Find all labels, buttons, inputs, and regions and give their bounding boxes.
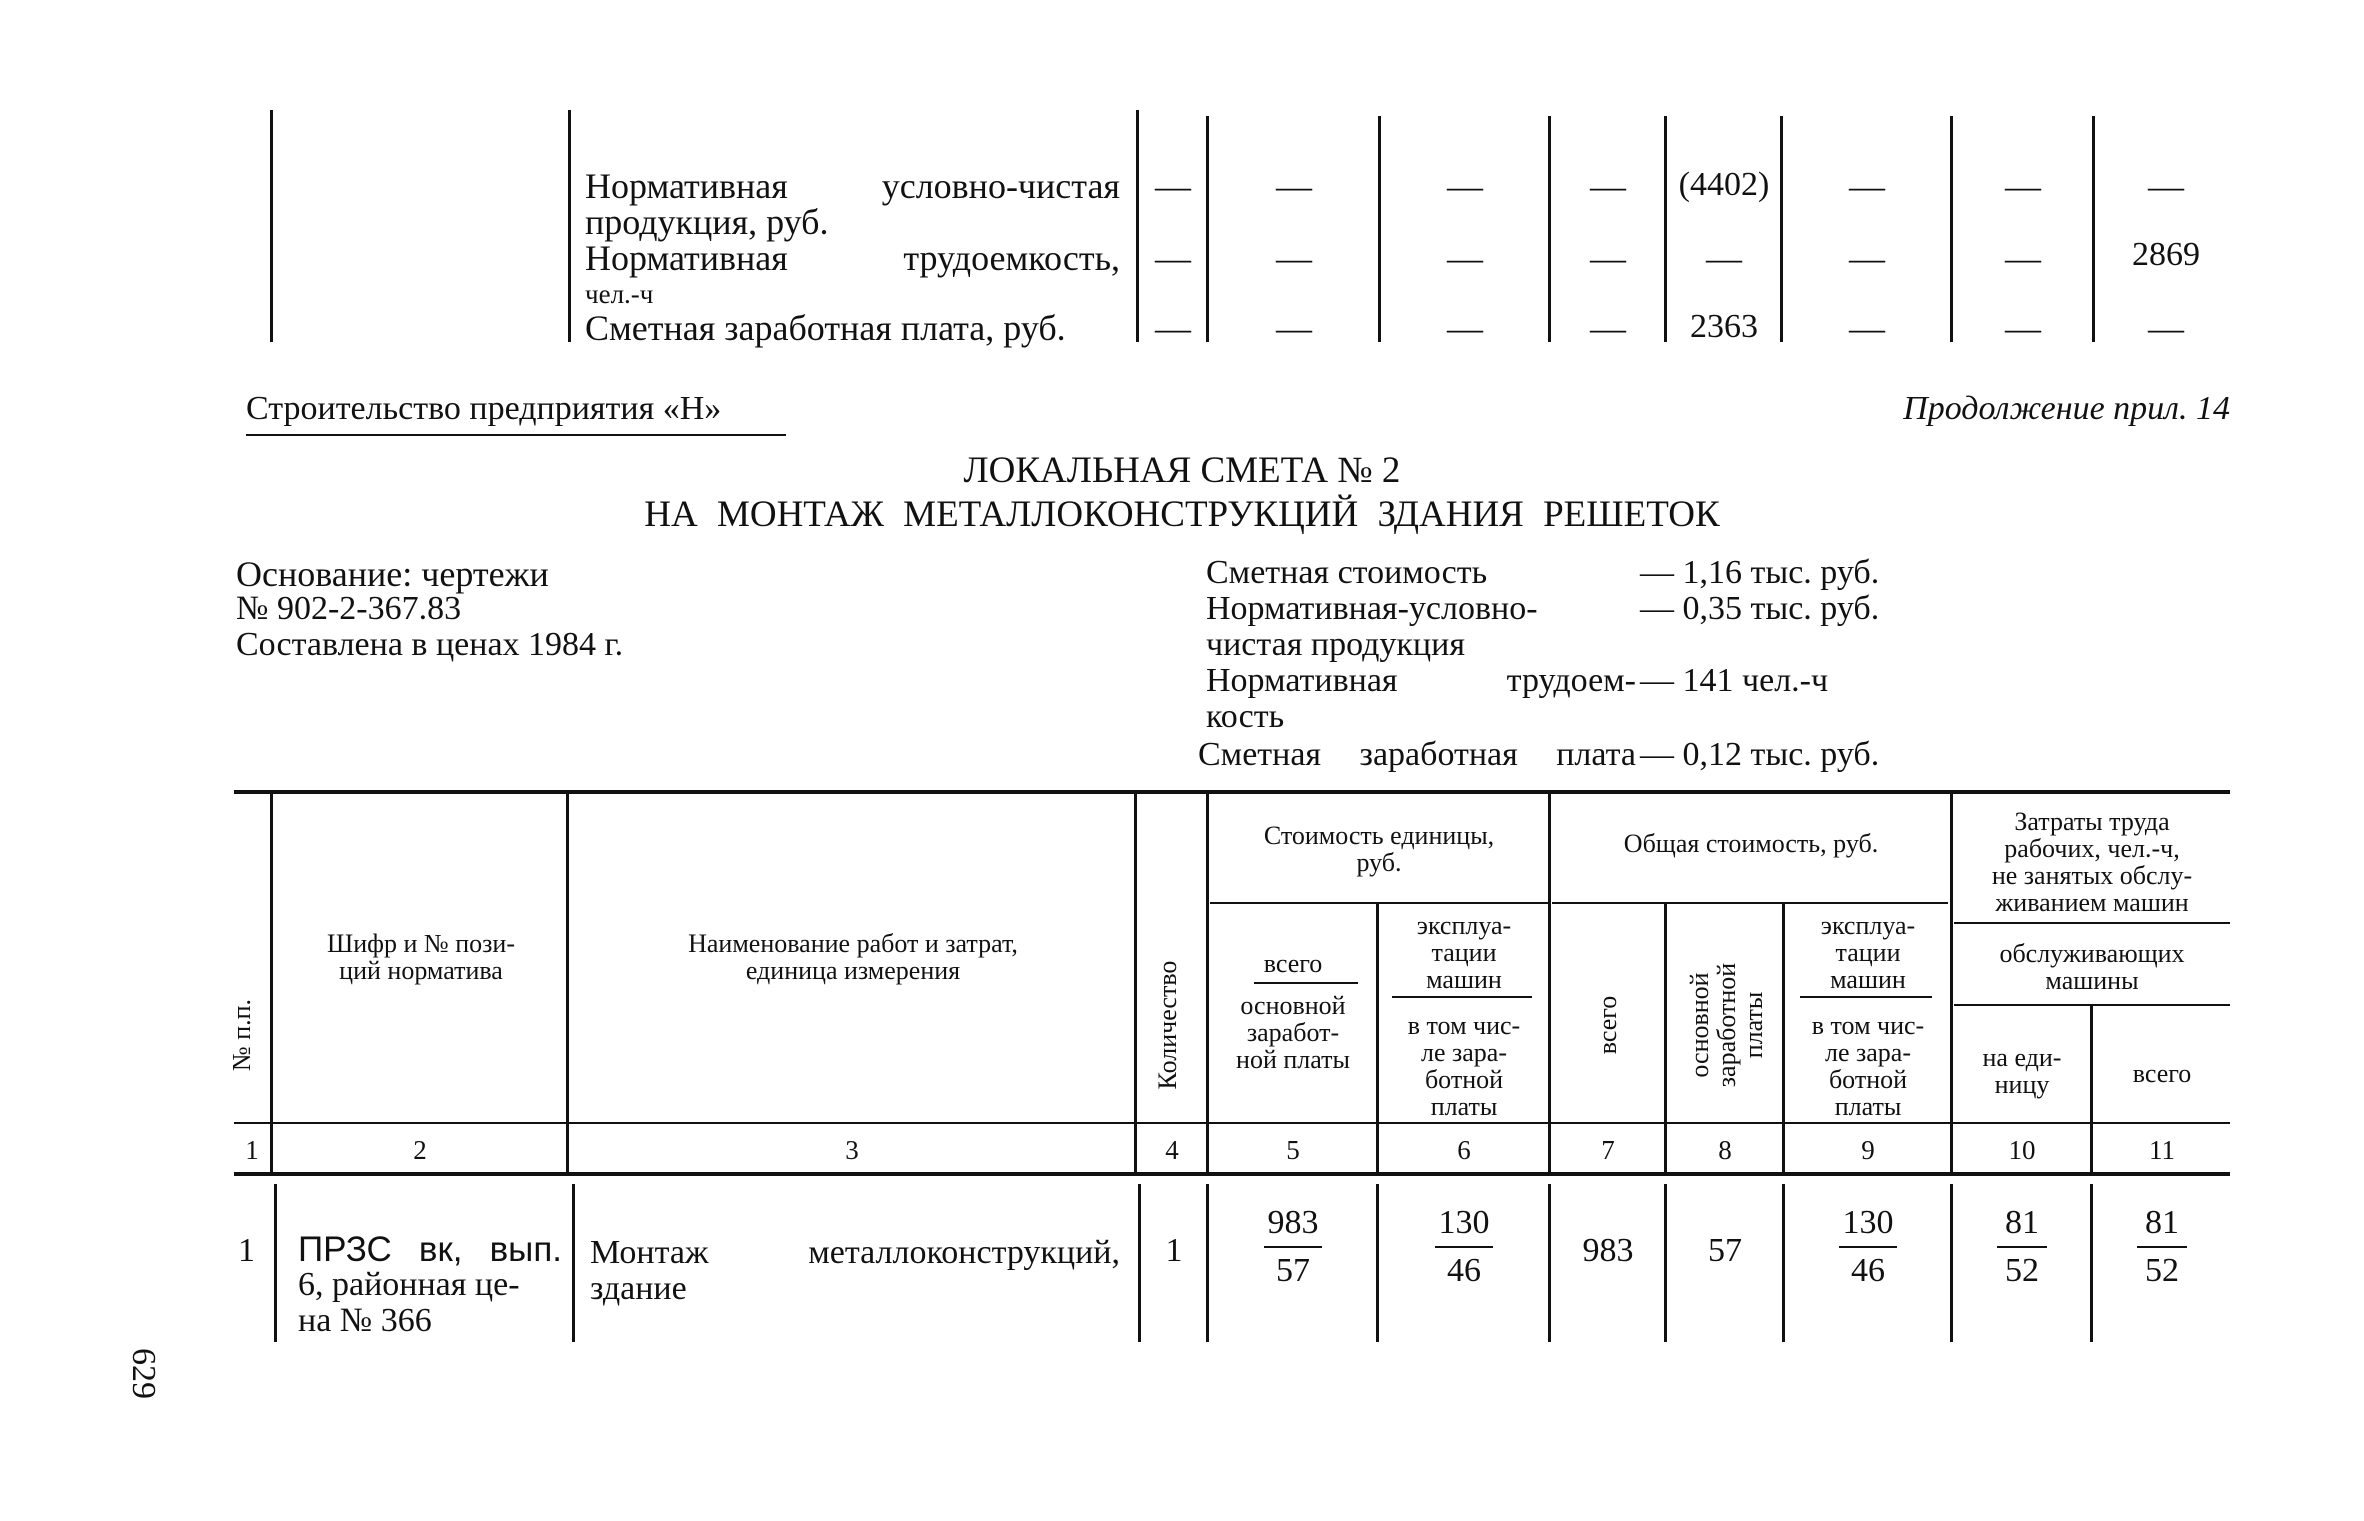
column-number: 11 [2149,1135,2175,1165]
fragment-cell: — [1447,238,1483,278]
row-number: 1 [238,1232,255,1269]
row-total-wages: 57 [1708,1232,1742,1269]
fragment-cell: — [2005,166,2041,206]
header-unit-cost-group: Стоимость единицы, руб. [1263,821,1495,877]
table-line [1782,904,1785,1172]
fragment-cell: — [1590,308,1626,348]
table-line [1782,1184,1785,1342]
fraction-bar [2137,1246,2187,1248]
fragment-cell: — [1849,308,1885,348]
header-quantity: Количество [1153,960,1182,1090]
table-line [1950,1184,1953,1342]
fragment-cell: — [1849,166,1885,206]
fraction-bar [1435,1246,1493,1248]
fragment-row-label: Сметная заработная плата, руб. [585,308,1066,348]
table-top-border [234,790,2230,794]
row-work-name-word: Монтаж [590,1234,709,1271]
table-line [1548,1184,1551,1342]
fragment-label-word: условно-чистая [881,166,1120,206]
table-line [1138,1184,1141,1342]
fragment-cell: — [1276,166,1312,206]
column-number: 5 [1286,1135,1300,1165]
table-line [1136,110,1139,342]
table-line [270,110,273,342]
project-name-underline [246,434,786,436]
fraction-denominator: 52 [2145,1252,2179,1289]
table-line [2090,1184,2093,1342]
table-line [1780,116,1783,342]
table-line [1552,902,1948,904]
table-line [270,794,273,1172]
fragment-cell: — [2148,166,2184,206]
fragment-cell: — [2005,308,2041,348]
header-work-name: Наименование работ и затрат, единица измерения [688,929,1018,985]
table-line [2092,116,2095,342]
row-work-name-line: здание [590,1270,687,1307]
column-number: 6 [1457,1135,1471,1165]
row-work-name-line [590,1236,1120,1270]
table-line [2090,1006,2093,1172]
summary-label-word: Сметная [1198,736,1322,773]
row-unit-machine-fraction [1380,1204,1548,1290]
fragment-cell: — [1155,166,1191,206]
table-line [1378,116,1381,342]
summary-value: — 0,12 тыс. руб. [1640,736,1880,773]
header-total-cost-total: всего [1593,995,1622,1055]
header-unit-cost-total: всего [1263,949,1323,978]
fragment-cell: — [1590,166,1626,206]
fragment-cell: — [1590,238,1626,278]
fragment-cell: — [1276,308,1312,348]
row-work-name-word: металлоконструкций, [808,1234,1120,1271]
basis-line: Составлена в ценах 1984 г. [236,626,624,663]
row-norm-code-line [298,1232,562,1267]
table-line [1664,904,1667,1172]
fragment-cell: (4402) [1678,166,1770,203]
column-number: 9 [1861,1135,1875,1165]
table-header-bottom-border [234,1172,2230,1176]
fragment-cell: — [1447,166,1483,206]
row-labor-per-unit-fraction [1954,1204,2090,1290]
fragment-cell: — [1706,238,1742,278]
table-line [1392,996,1532,998]
table-line [1254,982,1358,984]
page-number: 629 [125,1348,162,1399]
fraction-denominator: 52 [2005,1252,2039,1289]
summary-label-word: плата [1556,736,1636,773]
row-quantity: 1 [1165,1232,1183,1269]
row-unit-cost-fraction [1210,1204,1376,1290]
header-total-cost-machines: эксплуа- тации машин [1820,911,1916,994]
fragment-cell: — [1447,308,1483,348]
fragment-row-label-cont: продукция, руб. [585,202,829,242]
fraction-numerator: 130 [1438,1204,1490,1241]
table-line [1376,904,1379,1172]
fraction-numerator: 81 [2005,1204,2039,1241]
table-line [1950,794,1953,1172]
table-line [1206,116,1209,342]
estimate-title: ЛОКАЛЬНАЯ СМЕТА № 2 [963,450,1401,491]
table-line [234,1122,2230,1124]
table-line [1210,902,1548,904]
fragment-cell: 2363 [1690,308,1758,345]
fraction-numerator: 81 [2145,1204,2179,1241]
column-number: 8 [1718,1135,1732,1165]
fragment-cell: — [1155,238,1191,278]
summary-label: Нормативная-условно- [1206,590,1538,627]
summary-label [1206,664,1636,698]
fragment-cell: — [1276,238,1312,278]
fraction-numerator: 130 [1842,1204,1894,1241]
fragment-row-label-cont: чел.-ч [585,279,654,309]
fragment-cell: — [2148,308,2184,348]
continuation-note: Продолжение прил. 14 [1903,390,2230,427]
row-labor-total-fraction [2094,1204,2230,1290]
row-norm-code-line: 6, районная це- [298,1266,520,1303]
table-line [274,1184,277,1342]
table-line [572,1184,575,1342]
summary-label [1198,738,1636,772]
estimate-subtitle: НА МОНТАЖ МЕТАЛЛОКОНСТРУКЦИЙ ЗДАНИЯ РЕШЕТОК [644,494,1720,535]
table-line [1206,794,1209,1172]
row-norm-code-word: вк, [418,1230,463,1269]
fraction-denominator: 57 [1276,1252,1310,1289]
summary-label-word: заработная [1359,736,1518,773]
table-line [1664,116,1667,342]
table-line [568,110,571,342]
fragment-row-label [585,168,1120,204]
column-number: 4 [1165,1135,1179,1165]
summary-label-word: трудоем- [1506,662,1636,699]
column-number: 3 [845,1135,859,1165]
header-labor-total: всего [2132,1059,2192,1088]
row-total-machine-fraction [1786,1204,1950,1290]
fraction-denominator: 46 [1851,1252,1885,1289]
column-number: 2 [413,1135,427,1165]
fraction-bar [1264,1246,1322,1248]
table-line [1134,794,1137,1172]
header-labor-group: Затраты труда рабочих, чел.-ч, не занятых обслу- живанием машин [1991,807,2193,917]
header-unit-cost-machine-wages: в том чис- ле зара- ботной платы [1407,1011,1521,1121]
header-unit-cost-machines: эксплуа- тации машин [1416,911,1512,994]
summary-label-word: Нормативная [1206,662,1398,699]
header-norm-code: Шифр и № пози- ций норматива [327,929,515,985]
header-total-cost-wages: основной заработной платы [1685,962,1768,1088]
row-norm-code-word: вып. [489,1230,562,1269]
fragment-cell: — [1849,238,1885,278]
fraction-bar [1997,1246,2047,1248]
fragment-row-label [585,240,1120,276]
fragment-label-word: Нормативная [585,166,788,206]
header-labor-per-unit: на еди- ницу [1982,1043,2062,1099]
table-line [1376,1184,1379,1342]
fraction-bar [1839,1246,1897,1248]
table-line [1950,116,1953,342]
fragment-cell: — [1155,308,1191,348]
fraction-numerator: 983 [1267,1204,1319,1241]
summary-label-cont: кость [1206,698,1285,735]
table-line [1548,116,1551,342]
fragment-cell: — [2005,238,2041,278]
basis-line: № 902-2-367.83 [236,590,462,627]
column-number: 7 [1601,1135,1615,1165]
header-unit-cost-wages: основной заработ- ной платы [1236,991,1350,1074]
summary-value: — 0,35 тыс. руб. [1640,590,1880,627]
table-line [1206,1184,1209,1342]
fragment-label-word: трудоемкость, [903,238,1120,278]
fragment-label-word: Нормативная [585,238,788,278]
summary-value: — 141 чел.-ч [1640,662,1829,699]
table-line [1548,794,1551,1172]
basis-line: Основание: чертежи [236,554,549,594]
header-labor-service: обслуживающих машины [1999,939,2185,995]
fraction-denominator: 46 [1447,1252,1481,1289]
header-total-cost-group: Общая стоимость, руб. [1623,829,1879,858]
header-row-number: № п.п. [227,998,256,1072]
table-line [566,794,569,1172]
fragment-cell: 2869 [2132,236,2200,273]
row-norm-code-word: ПРЗС [298,1230,392,1269]
summary-label: Сметная стоимость [1206,554,1488,591]
summary-value: — 1,16 тыс. руб. [1640,554,1880,591]
project-name: Строительство предприятия «Н» [246,390,722,427]
header-total-cost-machine-wages: в том чис- ле зара- ботной платы [1811,1011,1925,1121]
row-norm-code-line: на № 366 [298,1302,432,1339]
table-line [1800,996,1932,998]
table-line [1664,1184,1667,1342]
table-line [1954,922,2230,924]
summary-label-cont: чистая продукция [1206,626,1465,663]
row-total-cost: 983 [1582,1232,1634,1269]
column-number: 10 [2008,1135,2036,1165]
column-number: 1 [245,1135,259,1165]
